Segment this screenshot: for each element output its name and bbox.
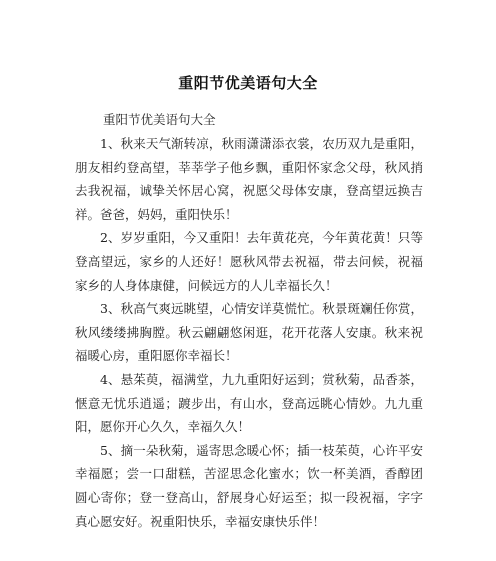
paragraph-4: 4、悬茱萸，福满堂，九九重阳好运到；赏秋菊，品香茶，惬意无忧乐逍遥；踱步出，有山水，登高远眺心情妙。九九重阳，愿你开心久久，幸福久久！ <box>75 371 423 435</box>
document-title: 重阳节优美语句大全 <box>178 74 318 92</box>
paragraph-2: 2、岁岁重阳，今又重阳！去年黄花亮，今年黄花黄！只等登高望远，家乡的人还好！愿秋风带去祝福，带去问候，祝福家乡的人身体康健，问候远方的人儿幸福长久！ <box>75 230 423 293</box>
document-body <box>75 132 423 533</box>
paragraph-1: 1、秋来天气渐转凉，秋雨潇潇添衣裳，农历双九是重阳，朋友相约登高望，莘莘学子他乡飘，重阳怀家念父母，秋风捎去我祝福，诚挚关怀居心窝，祝愿父母体安康，登高望远换吉祥。爸爸，妈妈，重阳快乐！ <box>75 136 423 222</box>
paragraph-5: 5、摘一朵秋菊，遥寄思念暖心怀；插一枝茱萸，心许平安幸福愿；尝一口甜糕，苦涩思念化蜜水；饮一杯美酒，香醇团圆心寄你；登一登高山，舒展身心好运至；拟一段祝福，字字真心愿安好。祝重阳快乐，幸福安康快乐伴！ <box>75 442 423 529</box>
document-subtitle: 重阳节优美语句大全 <box>103 112 216 127</box>
paragraph-3: 3、秋高气爽远眺望，心情安详莫慌忙。秋景斑斓任你赏，秋风缕缕拂胸膛。秋云翩翩悠闲逛，花开花落人安康。秋来祝福暖心房，重阳愿你幸福长！ <box>75 301 423 364</box>
